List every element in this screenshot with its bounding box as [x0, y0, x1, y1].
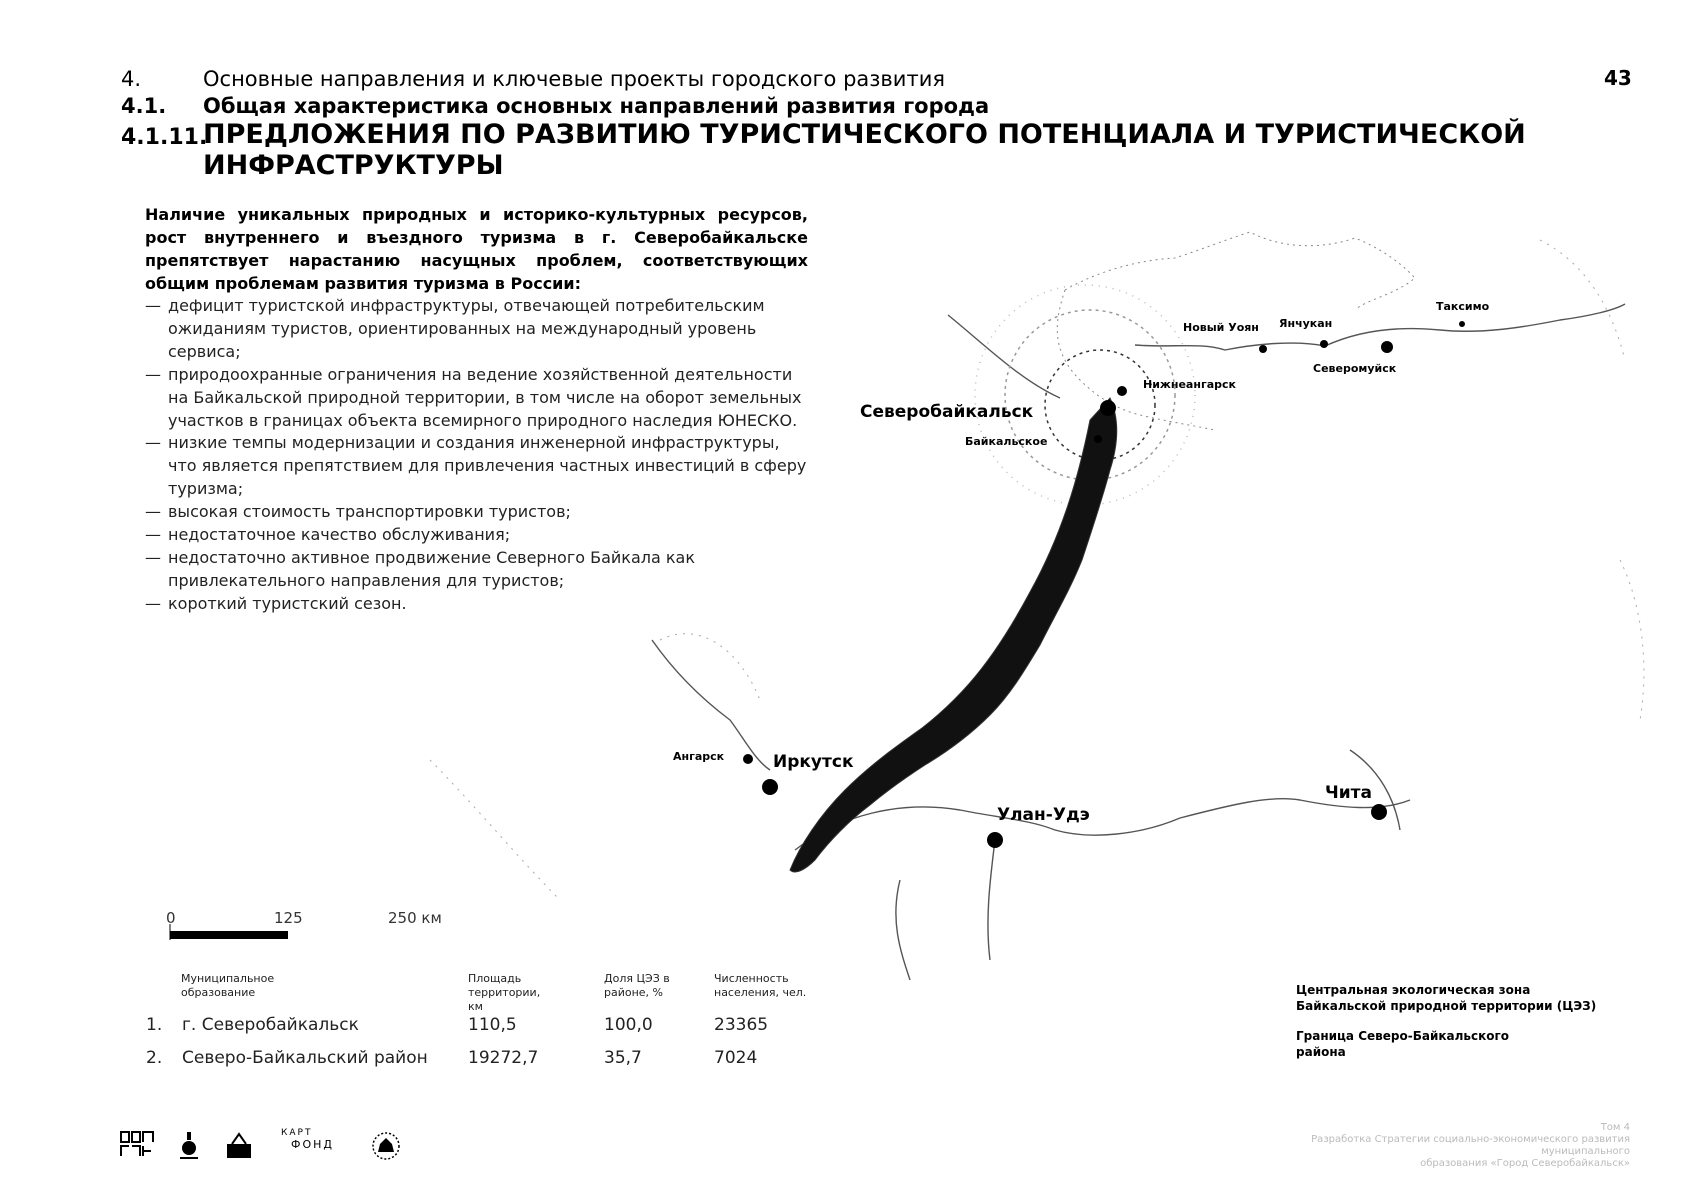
legend-cez: Центральная экологическая зона Байкальской природной территории (ЦЭЗ) — [1296, 983, 1597, 1013]
kartfond-logo: КАРТ ФОНД — [281, 1128, 334, 1151]
footer-note — [1220, 1122, 1630, 1170]
region-boundary — [430, 240, 1644, 900]
city-label-baikalskoe: Байкальское — [965, 435, 1048, 448]
table-header-municipality: Муниципальное образование — [181, 972, 275, 999]
scale-bar — [170, 924, 288, 940]
heading-3-title-line2: ИНФРАСТРУКТУРЫ — [203, 150, 504, 181]
list-item: — недостаточно активное продвижение Северного Байкала как привлекательного направления для туристов; — [145, 547, 695, 590]
table-cell-name: Северо-Байкальский район — [182, 1048, 428, 1068]
city-label-severomuysk: Северомуйск — [1313, 362, 1397, 375]
list-item: — недостаточное качество обслуживания; — [145, 525, 511, 545]
city-label-nizhneangarsk: Нижнеангарск — [1143, 378, 1236, 391]
list-item: — короткий туристский сезон. — [145, 593, 407, 613]
city-label-yanchukan: Янчукан — [1279, 317, 1333, 330]
page-number: 43 — [1604, 66, 1632, 90]
city-label-irkutsk: Иркутск — [773, 752, 854, 772]
seal-icon — [370, 1130, 402, 1162]
scale-label-end: 250 км — [388, 909, 442, 927]
table-header-area: Площадь территории, км — [468, 972, 541, 1013]
heading-1-number: 4. — [121, 67, 142, 91]
heading-3-number: 4.1.11. — [121, 125, 208, 150]
table-cell-area: 19272,7 — [468, 1048, 539, 1068]
table-cell-population: 23365 — [714, 1015, 769, 1035]
lake-baikal — [790, 398, 1117, 872]
heading-1-title: Основные направления и ключевые проекты городского развития — [203, 67, 945, 91]
city-label-novy-uoyan: Новый Уоян — [1183, 321, 1259, 334]
city-label-angarsk: Ангарск — [673, 750, 725, 763]
list-item: — дефицит туристской инфраструктуры, отвечающей потребительским ожиданиям туристов, ориентированных на международный уровень сервиса; — [145, 296, 765, 361]
list-item: — высокая стоимость транспортировки туристов; — [145, 502, 571, 522]
city-label-taksimo: Таксимо — [1436, 300, 1490, 313]
emblem-icon — [178, 1130, 200, 1162]
heading-3-title-line1: ПРЕДЛОЖЕНИЯ ПО РАЗВИТИЮ ТУРИСТИЧЕСКОГО ПОТЕНЦИАЛА И ТУРИСТИЧЕСКОЙ — [203, 119, 1526, 150]
table-cell-n: 2. — [146, 1048, 163, 1068]
footer-note-line2: Разработка Стратегии социально-экономического развития муниципального — [1311, 1134, 1630, 1157]
table-cell-area: 110,5 — [468, 1015, 517, 1035]
city-label-ulan-ude: Улан-Удэ — [997, 805, 1090, 825]
heading-2-number: 4.1. — [121, 94, 167, 118]
footer-note-line3: образования «Город Северобайкальск» — [1420, 1158, 1630, 1169]
footer-note-line1: Том 4 — [1600, 1122, 1630, 1133]
city-label-severobaikalsk: Северобайкальск — [860, 402, 1034, 422]
coat-of-arms-icon — [224, 1130, 254, 1162]
dom-rf-logo-icon — [120, 1130, 154, 1160]
table-cell-share: 35,7 — [604, 1048, 642, 1068]
table-cell-share: 100,0 — [604, 1015, 653, 1035]
table-cell-n: 1. — [146, 1015, 163, 1035]
table-header-population: Численность населения, чел. — [714, 972, 807, 999]
list-item: — природоохранные ограничения на ведение хозяйственной деятельности на Байкальской природной территории, в том числе на оборот земельных участков в границах объекта всемирного природного наследия ЮНЕСКО. — [145, 364, 802, 430]
city-label-chita: Чита — [1325, 783, 1372, 803]
roads — [652, 304, 1625, 980]
heading-2-title: Общая характеристика основных направлений развития города — [203, 94, 990, 118]
scale-label-zero: 0 — [166, 909, 176, 927]
list-item: — низкие темпы модернизации и создания инженерной инфраструктуры, что является препятствием для привлечения частных инвестиций в сферу туризма; — [145, 433, 807, 499]
intro-paragraph: Наличие уникальных природных и историко-культурных ресурсов, рост внутреннего и въездного туризма в г. Северобайкальске препятствует нарастанию насущных проблем, соответствующих общим проблемам развития туризма в России: — [145, 205, 808, 293]
table-cell-population: 7024 — [714, 1048, 758, 1068]
table-cell-name: г. Северобайкальск — [182, 1015, 359, 1035]
legend-boundary: Граница Северо-Байкальского района — [1296, 1029, 1509, 1059]
scale-label-mid: 125 — [274, 909, 303, 927]
table-header-share: Доля ЦЭЗ в районе, % — [604, 972, 670, 999]
